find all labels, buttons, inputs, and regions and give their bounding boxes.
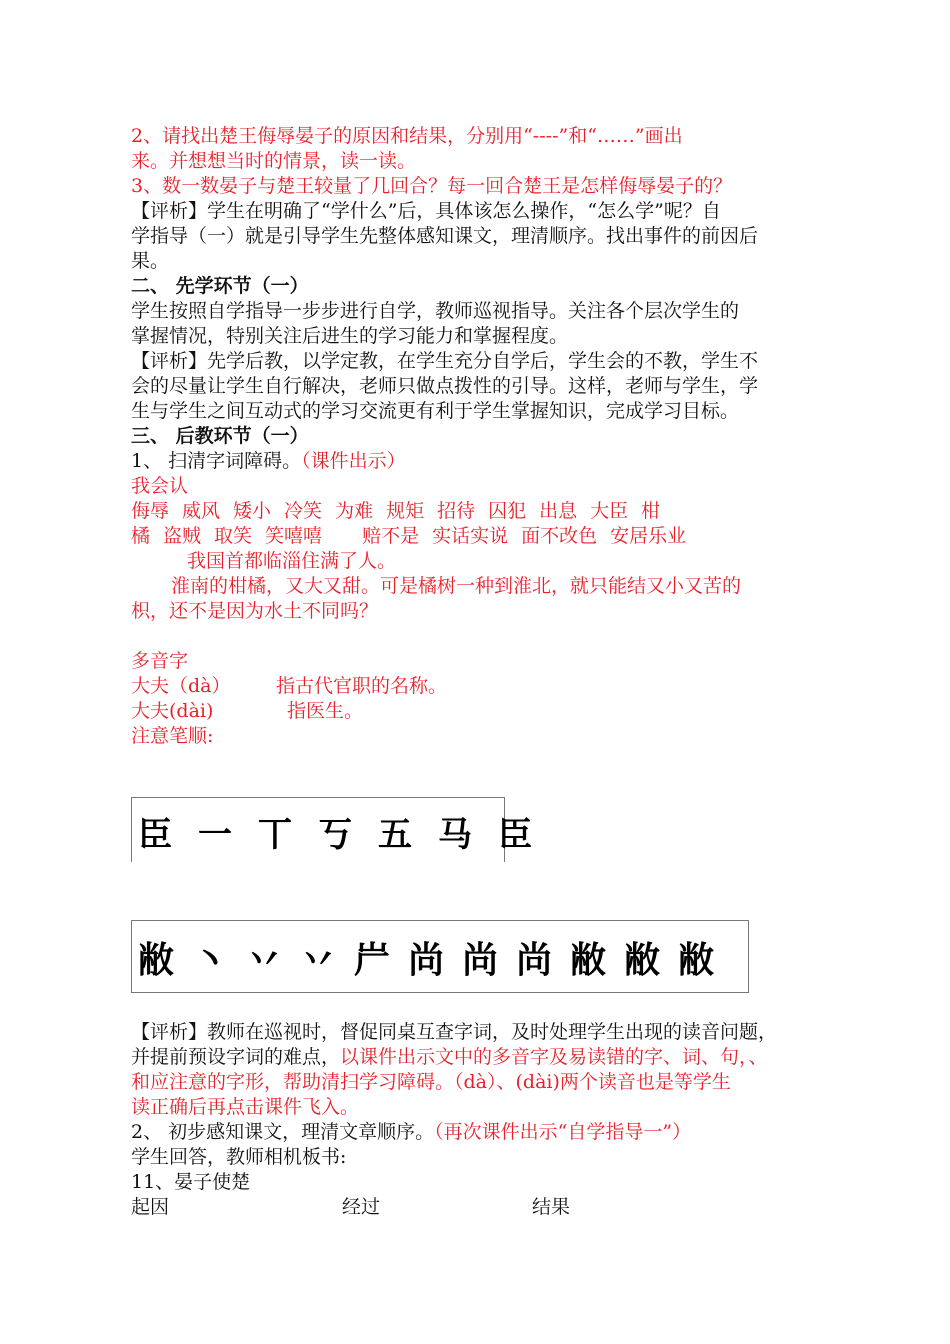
step-2-text: 2、 初步感知课文，理清文章顺序。 [131, 1121, 435, 1143]
line-task-2b: 来。并想想当时的情景，读一读。 [131, 150, 417, 172]
line-task-2a: 2、请找出楚王侮辱晏子的原因和结果，分别用“----”和“……”画出 [131, 125, 683, 147]
line-comment-3b [131, 1045, 836, 1070]
line-lesson-title: 11、晏子使楚 [131, 1171, 251, 1193]
vocab-word: 橘 [131, 525, 151, 547]
vocab-word: 冷笑 [284, 500, 323, 522]
line-section2-b: 掌握情况，特别关注后进生的学习能力和掌握程度。 [131, 325, 569, 347]
vocab-word: 矮小 [233, 500, 272, 522]
step-2-note: （再次课件出示“自学指导一”） [434, 1121, 692, 1143]
stroke-order-panel-bi [131, 920, 749, 993]
line-comment-3d: 读正确后再点击课件飞入。 [131, 1096, 360, 1118]
vocab-word: 实话实说 [432, 525, 509, 547]
polyphone-word-2: 大夫(dài) [131, 700, 214, 722]
stroke-glyph: 尚 [408, 939, 445, 981]
vocab-word: 赔不是 [362, 525, 420, 547]
step-1-text: 1、 扫清字词障碍。 [131, 450, 302, 472]
vocab-word: 规矩 [386, 500, 425, 522]
step-1-note: （课件出示） [301, 450, 406, 472]
stroke-glyph: 敝 [138, 939, 175, 981]
line-section2-a: 学生按照自学指导一步步进行自学，教师巡视指导。关注各个层次学生的 [131, 300, 740, 322]
stroke-glyph: 丂 [318, 814, 352, 855]
stroke-glyph: 丶 [192, 939, 229, 981]
stroke-order-heading: 注意笔顺: [131, 725, 214, 747]
stroke-glyph: 丷 [246, 939, 283, 981]
vocab-word: 威风 [182, 500, 221, 522]
line-comment-1a: 【评析】学生在明确了“学什么”后，具体该怎么操作，“怎么学”呢？自 [131, 200, 721, 222]
stroke-glyph: 丷 [300, 939, 337, 981]
stroke-glyph: 马 [438, 814, 472, 855]
line-comment-2a: 【评析】先学后教，以学定教，在学生充分自学后，学生会的不教，学生不 [131, 350, 759, 372]
stroke-glyph: 丅 [258, 814, 292, 855]
board-col-cause: 起因 [131, 1196, 170, 1218]
stroke-glyph: 屵 [354, 939, 391, 981]
stroke-order-panel-chen [131, 797, 532, 862]
vocab-word: 为难 [335, 500, 374, 522]
stroke-glyph: 尚 [462, 939, 499, 981]
board-col-process: 经过 [342, 1196, 381, 1218]
vocab-word: 面不改色 [521, 525, 598, 547]
polyphone-row-2 [131, 699, 836, 724]
example-sentence-2a: 淮南的柑橘，又大又甜。可是橘树一种到淮北，就只能结又小又苦的 [171, 575, 742, 597]
comment-3b-red: 以课件出示文中的多音字及易读错的字、词、句，、 [340, 1046, 768, 1068]
vocab-heading: 我会认 [131, 475, 189, 497]
stroke-glyph: 尚 [516, 939, 553, 981]
line-student-answer: 学生回答，教师相机板书: [131, 1146, 347, 1168]
example-sentence-2b: 枳，还不是因为水土不同吗？ [131, 600, 379, 622]
stroke-glyph: 臣 [138, 814, 172, 855]
vocab-word: 侮辱 [131, 500, 170, 522]
stroke-glyph: 敝 [570, 939, 607, 981]
vocab-word: 囚犯 [488, 500, 527, 522]
document-body [131, 124, 836, 749]
line-comment-3a: 【评析】教师在巡视时，督促同桌互查字词，及时处理学生出现的读音问题， [131, 1021, 778, 1043]
polyphone-heading: 多音字 [131, 650, 189, 672]
document-body-lower [131, 1020, 836, 1220]
vocab-row-1 [131, 499, 836, 524]
line-comment-2b: 会的尽量让学生自行解决，老师只做点拨性的引导。这样，老师与学生，学 [131, 375, 759, 397]
line-comment-3c: 和应注意的字形，帮助清扫学习障碍。（dà）、(dài)两个读音也是等学生 [131, 1071, 731, 1093]
polyphone-row-1 [131, 674, 836, 699]
section-heading-2: 二、 先学环节（一） [131, 275, 309, 297]
polyphone-word-1: 大夫（dà） [131, 675, 231, 697]
vocab-word: 笑嘻嘻 [265, 525, 323, 547]
vocab-word: 招待 [437, 500, 476, 522]
board-columns [131, 1195, 836, 1220]
line-comment-1b: 学指导（一）就是引导学生先整体感知课文，理清顺序。找出事件的前因后 [131, 225, 759, 247]
vocab-word: 盗贼 [163, 525, 202, 547]
vocab-word: 取笑 [214, 525, 253, 547]
stroke-glyph: 一 [198, 814, 232, 855]
polyphone-meaning-2: 指医生。 [287, 700, 364, 722]
stroke-glyph: 臣 [498, 814, 532, 855]
stroke-glyph: 敝 [624, 939, 661, 981]
stroke-glyph: 五 [378, 814, 412, 855]
vocab-word: 出息 [539, 500, 578, 522]
vocab-word: 柑 [641, 500, 661, 522]
vocab-word: 安居乐业 [610, 525, 687, 547]
line-step-2 [131, 1120, 836, 1145]
line-task-3: 3、数一数晏子与楚王较量了几回合？每一回合楚王是怎样侮辱晏子的？ [131, 175, 733, 197]
line-comment-2c: 生与学生之间互动式的学习交流更有利于学生掌握知识，完成学习目标。 [131, 400, 740, 422]
stroke-glyph: 敝 [678, 939, 715, 981]
polyphone-meaning-1: 指古代官职的名称。 [276, 675, 448, 697]
vocab-word: 大臣 [590, 500, 629, 522]
section-heading-3: 三、 后教环节（一） [131, 425, 309, 447]
example-sentence-1: 我国首都临淄住满了人。 [187, 550, 397, 572]
comment-3b-black: 并提前预设字词的难点， [131, 1046, 341, 1068]
line-step-1 [131, 449, 836, 474]
vocab-row-2 [131, 524, 836, 549]
board-col-result: 结果 [532, 1196, 571, 1218]
line-comment-1c: 果。 [131, 250, 170, 272]
